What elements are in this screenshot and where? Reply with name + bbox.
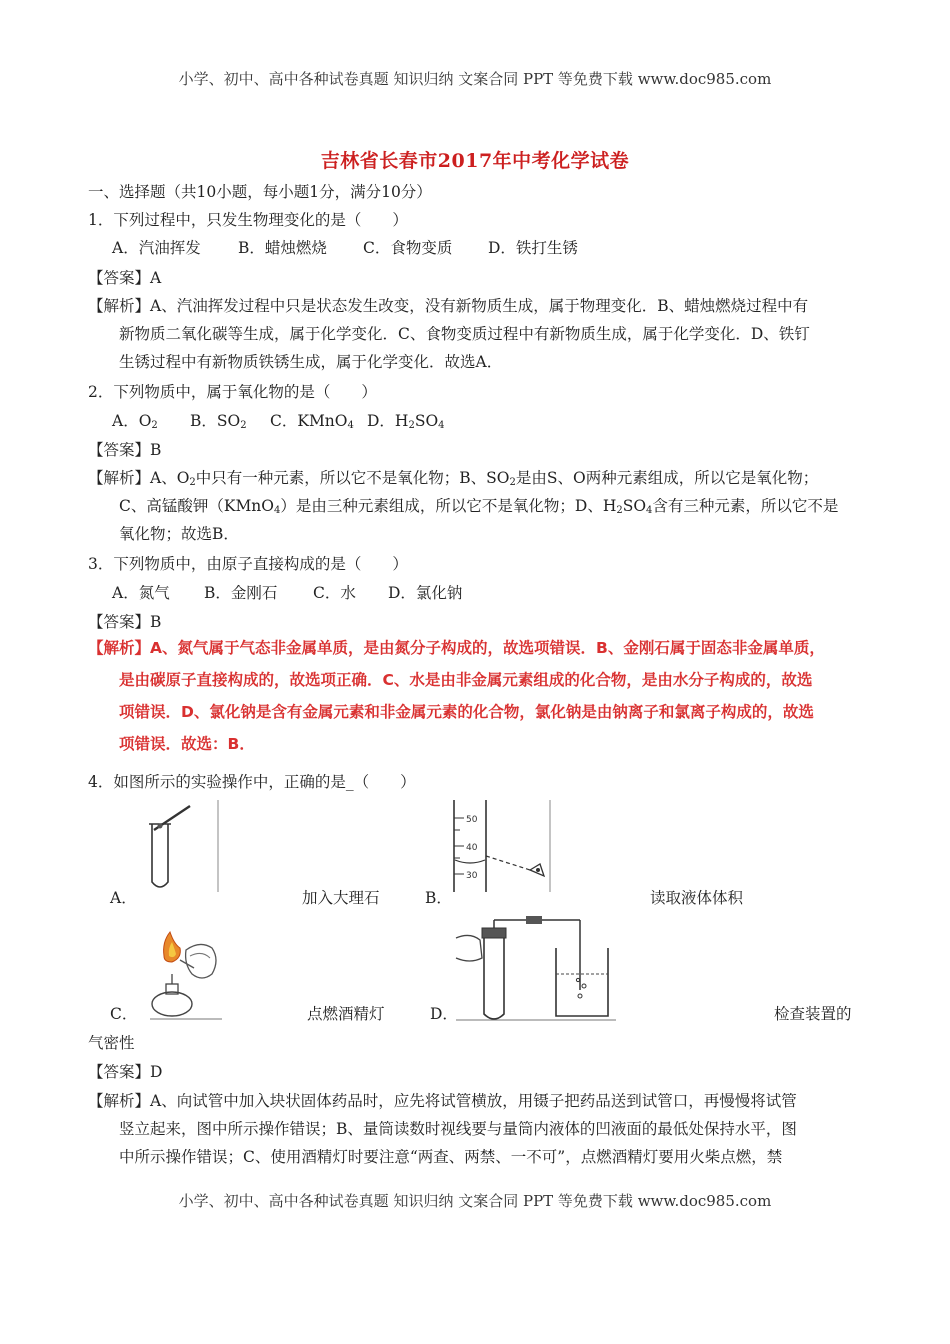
q3-answer: 【答案】B (88, 613, 162, 631)
q4-option-d-caption: 检查装置的 (774, 1005, 852, 1023)
q2-option-c: C．KMnO$_4$ (270, 412, 354, 431)
figure-airtightness-check (456, 918, 616, 1024)
q4-option-d-caption-cont: 气密性 (88, 1034, 135, 1052)
q1-option-d: D．铁打生锈 (488, 239, 578, 257)
q2-option-a: A．$O_2$ (112, 412, 158, 431)
q1-answer: 【答案】A (88, 269, 162, 287)
q1-option-c: C．食物变质 (363, 239, 453, 257)
q3-analysis-line: 项错误．故选：B． (119, 735, 255, 753)
q3-stem: 3．下列物质中，由原子直接构成的是（ ） (88, 555, 408, 573)
q2-answer: 【答案】B (88, 441, 162, 459)
page-title: 吉林省长春市2017年中考化学试卷 (320, 150, 630, 172)
q2-option-b: B．$SO_2$ (190, 412, 247, 431)
q4-option-b-label: B． (425, 889, 452, 907)
q3-option-b: B．金刚石 (204, 584, 278, 602)
q4-option-a-label: A． (110, 889, 137, 907)
q4-option-a-caption: 加入大理石 (302, 889, 380, 907)
q1-analysis-line: 【解析】A、汽油挥发过程中只是状态发生改变，没有新物质生成，属于物理变化．B、蜡烛燃烧过程中有 (88, 297, 809, 315)
q4-option-d-label: D． (430, 1005, 458, 1023)
q4-option-c-label: C． (110, 1005, 138, 1023)
page-header: 小学、初中、高中各种试卷真题 知识归纳 文案合同 PPT 等免费下载 www.doc985.com (178, 70, 772, 88)
q2-analysis-line: C、高锰酸钾（KMnO$_4$）是由三种元素组成，所以它不是氧化物；D、$H_2SO_4$含有三种元素，所以它不是 (119, 497, 839, 516)
q1-option-b: B．蜡烛燃烧 (238, 239, 327, 257)
q2-analysis-line: 氧化物；故选B． (119, 525, 239, 543)
q2-stem: 2．下列物质中，属于氧化物的是（ ） (88, 383, 377, 401)
figure-alcohol-lamp (150, 926, 222, 1022)
figure-test-tube (140, 800, 222, 892)
q4-option-c-caption: 点燃酒精灯 (307, 1005, 385, 1023)
page-footer: 小学、初中、高中各种试卷真题 知识归纳 文案合同 PPT 等免费下载 www.doc985.com (178, 1192, 772, 1210)
cylinder-tick-label: 50 (466, 815, 478, 825)
q4-stem: 4．如图所示的实验操作中，正确的是_（ ） (88, 773, 416, 791)
q3-option-d: D．氯化钠 (388, 584, 463, 602)
figure-graduated-cylinder (450, 800, 555, 892)
q4-option-b-caption: 读取液体体积 (650, 889, 744, 907)
q4-analysis-line: 竖立起来，图中所示操作错误；B、量筒读数时视线要与量筒内液体的凹液面的最低处保持水平，图 (119, 1120, 797, 1138)
q3-analysis-line: 【解析】A、氮气属于气态非金属单质，是由氮分子构成的，故选项错误．B、金刚石属于固态非金属单质， (88, 639, 825, 657)
q3-option-c: C．水 (313, 584, 356, 602)
cylinder-tick-label: 40 (466, 843, 478, 853)
q2-analysis-line: 【解析】A、$O_2$中只有一种元素，所以它不是氧化物；B、$SO_2$是由S、O两种元素组成，所以它是氧化物； (88, 469, 819, 488)
q1-analysis-line: 新物质二氧化碳等生成，属于化学变化．C、食物变质过程中有新物质生成，属于化学变化．D、铁钉 (119, 325, 810, 343)
q4-answer: 【答案】D (88, 1063, 163, 1081)
q1-option-a: A．汽油挥发 (112, 239, 201, 257)
q2-option-d: D．$H_2SO_4$ (367, 412, 445, 431)
q3-option-a: A．氮气 (112, 584, 170, 602)
q4-analysis-line: 【解析】A、向试管中加入块状固体药品时，应先将试管横放，用镊子把药品送到试管口，再慢慢将试管 (88, 1092, 797, 1110)
q1-analysis-line: 生锈过程中有新物质铁锈生成，属于化学变化．故选A． (119, 353, 503, 371)
q3-analysis-line: 是由碳原子直接构成的，故选项正确．C、水是由非金属元素组成的化合物，是由水分子构成的，故选 (119, 671, 813, 689)
q1-stem: 1．下列过程中，只发生物理变化的是（ ） (88, 211, 408, 229)
q4-analysis-line: 中所示操作错误；C、使用酒精灯时要注意“两查、两禁、一不可”，点燃酒精灯要用火柴点燃，禁 (119, 1148, 783, 1166)
q3-analysis-line: 项错误．D、氯化钠是含有金属元素和非金属元素的化合物，氯化钠是由钠离子和氯离子构成的，故选 (119, 703, 814, 721)
cylinder-tick-label: 30 (466, 871, 478, 881)
section-heading: 一、选择题（共10小题，每小题1分，满分10分） (88, 183, 432, 201)
